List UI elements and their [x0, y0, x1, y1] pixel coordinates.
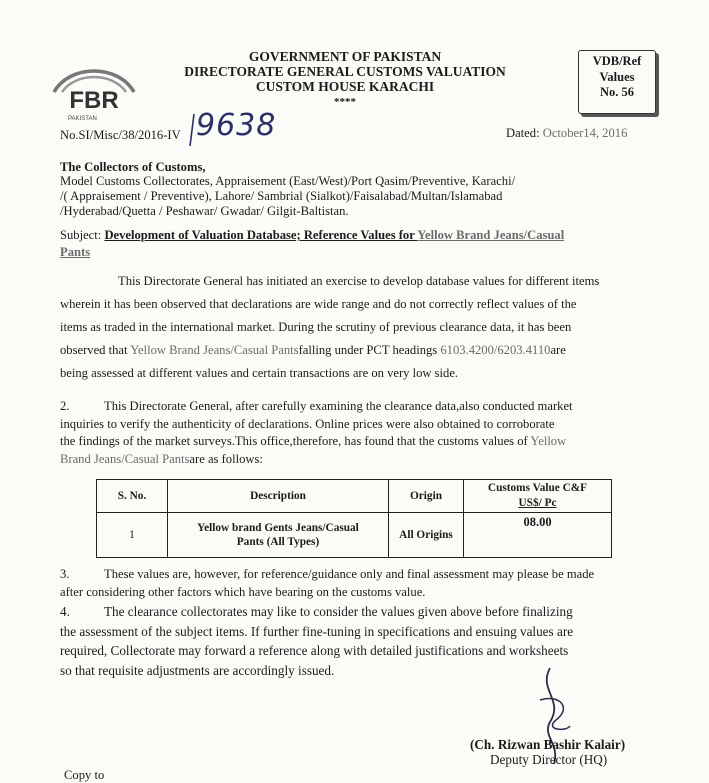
para1-line4: observed that Yellow Brand Jeans/Casual Pantsfalling under PCT headings 6103.4200/6203.4110are	[60, 343, 566, 357]
date-line	[506, 126, 627, 141]
para4-line2: the assessment of the subject items. If further fine-tuning in specifications and ensuing values are	[60, 623, 574, 639]
para4-line3: required, Collectorate may forward a reference along with detailed justifications and worksheets	[60, 643, 569, 658]
header-customs-value: Customs Value C&F US$/ Pc	[464, 480, 612, 513]
paragraph-2	[60, 398, 650, 468]
para4-line4: so that requisite adjustments are accordingly issued.	[60, 662, 335, 678]
subject-label: Subject:	[60, 228, 102, 242]
header-stars: ****	[334, 96, 356, 108]
signatory-name: (Ch. Rizwan Bashir Kalair)	[470, 737, 626, 752]
vdb-ref-box	[578, 50, 656, 114]
table-header-row	[97, 480, 612, 513]
header-description: Description	[168, 480, 389, 513]
para1-line3: items as traded in the international market. During the scrutiny of previous clearance data, it has been	[60, 320, 572, 334]
vdb-ref-line3: No. 56	[599, 85, 635, 99]
addressee-line1: Model Customs Collectorates, Appraisement (East/West)/Port Qasim/Preventive, Karachi/	[60, 174, 516, 188]
para4-line1: 4. The clearance collectorates may like to consider the values given above before finalizing	[60, 604, 573, 619]
fbr-logo	[48, 58, 140, 124]
signatory-designation: Deputy Director (HQ)	[490, 752, 608, 767]
cell-origin: All Origins	[389, 513, 464, 558]
para1-line1: This Directorate General has initiated an exercise to develop database values for different items	[118, 274, 600, 288]
paragraph-3	[60, 566, 650, 601]
letter-number: No.SI/Misc/38/2016-IV	[60, 128, 181, 142]
header-directorate: DIRECTORATE GENERAL CUSTOMS VALUATION	[184, 64, 506, 79]
vdb-ref-line1: VDB/Ref	[592, 54, 642, 68]
table-row	[97, 513, 612, 558]
cell-description: Yellow brand Gents Jeans/Casual Pants (All Types)	[168, 513, 389, 558]
header-origin: Origin	[389, 480, 464, 513]
para2-line2: inquiries to verify the authenticity of declarations. Online prices were also obtained to corroborate	[60, 416, 555, 431]
handwritten-number: 9638	[196, 108, 277, 143]
para1-line2: wherein it has been observed that declarations are wide range and do not correctly reflect values of the	[60, 297, 577, 311]
para1-line5: being assessed at different values and certain transactions are on very low side.	[60, 366, 459, 380]
header-government: GOVERNMENT OF PAKISTAN	[248, 49, 442, 64]
dated-value: October14, 2016	[542, 126, 628, 140]
subject-product-cont: Pants	[60, 245, 91, 259]
dated-label: Dated:	[506, 126, 540, 140]
cell-sno: 1	[97, 513, 168, 558]
subject-product: Yellow Brand Jeans/Casual	[417, 228, 565, 242]
vdb-ref-line2: Values	[599, 69, 635, 84]
para2-line3: the findings of the market surveys.This office,therefore, has found that the customs values of Yellow	[60, 434, 567, 448]
handwritten-slash	[188, 112, 196, 148]
header-custom-house: CUSTOM HOUSE KARACHI	[255, 79, 435, 94]
subject-text: Development of Valuation Database; Reference Values for	[104, 228, 418, 242]
logo-subtext: PAKISTAN	[68, 116, 97, 122]
cell-value: 08.00	[464, 513, 612, 558]
subject-line	[60, 228, 564, 243]
copy-to: Copy to	[64, 768, 105, 782]
values-table	[96, 479, 612, 558]
para2-line4: Brand Jeans/Casual Pantsare as follows:	[60, 451, 263, 466]
header-sno: S. No.	[97, 480, 168, 513]
paragraph-1	[60, 270, 640, 385]
addressee-line3: /Hyderabad/Quetta / Peshawar/ Gwadar/ Gilgit-Baltistan.	[60, 204, 349, 218]
para2-line1: 2. This Directorate General, after carefully examining the clearance data,also conducted market	[60, 399, 573, 413]
addressee-line2: /( Appraisement / Preventive), Lahore/ Sambrial (Sialkot)/Faisalabad/Multan/Islamabad	[60, 189, 503, 203]
logo-text: FBR	[69, 87, 119, 114]
addressee-title: The Collectors of Customs,	[60, 160, 206, 174]
para3-line1: 3. These values are, however, for reference/guidance only and final assessment may please be made	[60, 567, 595, 581]
para3-line2: after considering other factors which have bearing on the customs value.	[60, 584, 426, 599]
